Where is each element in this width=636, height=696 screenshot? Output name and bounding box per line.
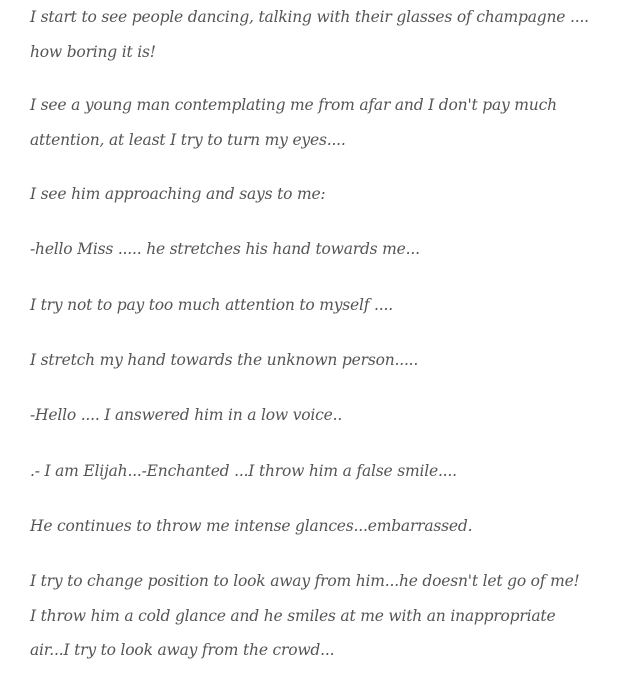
paragraph: He continues to throw me intense glances...embarrassed. [30, 517, 473, 535]
paragraph: I start to see people dancing, talking with their glasses of champagne .... how boring it is! [30, 8, 589, 61]
paragraph: I try to change position to look away from him...he doesn't let go of me! I throw him a cold glance and he smiles at me with an inappropriate air...I try to look away from the crowd... [30, 572, 580, 659]
paragraph: I try not to pay too much attention to myself .... [30, 296, 393, 314]
paragraph: I see a young man contemplating me from afar and I don't pay much attention, at least I try to turn my eyes.... [30, 96, 557, 149]
paragraph: .- I am Elijah...-Enchanted ...I throw him a false smile.... [30, 462, 457, 480]
paragraph: I stretch my hand towards the unknown person..... [30, 351, 419, 369]
paragraph: -hello Miss ..... he stretches his hand towards me... [30, 240, 420, 258]
paragraph: -Hello .... I answered him in a low voice.. [30, 406, 343, 424]
paragraph: I see him approaching and says to me: [30, 185, 326, 203]
